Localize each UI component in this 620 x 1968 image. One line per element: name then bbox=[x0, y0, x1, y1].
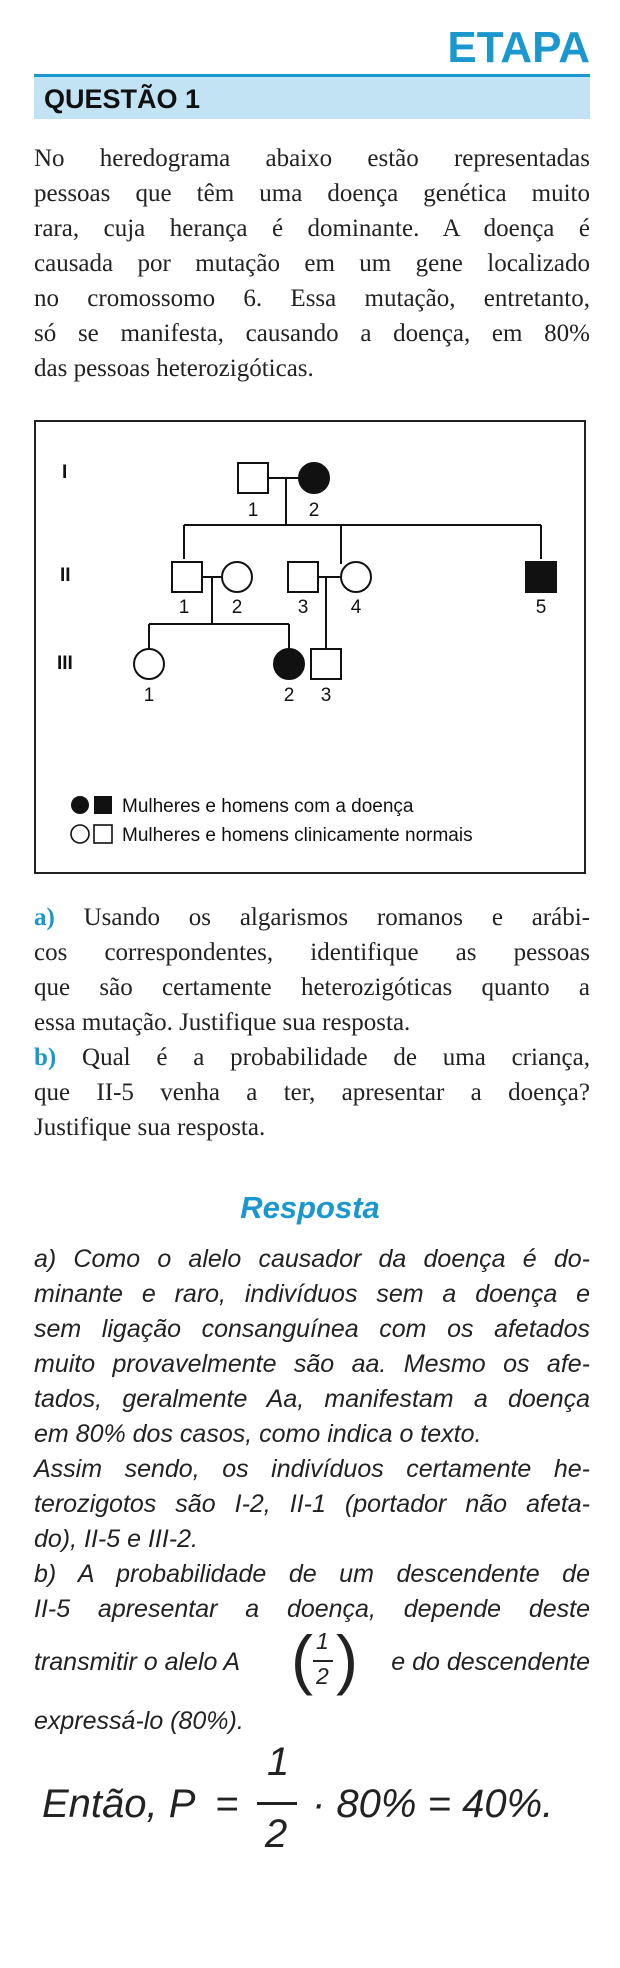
fraction-numerator: 1 bbox=[316, 1628, 329, 1654]
formula-numerator: 1 bbox=[267, 1740, 290, 1784]
intro-line: No heredograma abaixo estão representadas bbox=[34, 145, 590, 172]
pedigree-lines bbox=[149, 478, 541, 649]
intro-paragraph bbox=[34, 141, 590, 386]
answer-title: Resposta bbox=[240, 1190, 380, 1225]
fraction-bar bbox=[313, 1660, 333, 1662]
individual-III-2 bbox=[274, 649, 304, 679]
intro-line: rara, cuja herança é dominante. A doença é bbox=[34, 215, 590, 242]
intro-line: pessoas que têm uma doença genética muito bbox=[34, 180, 590, 207]
answer-line: sem ligação consanguínea com os afetados bbox=[34, 1315, 590, 1343]
legend-normal-label: Mulheres e homens clinicamente normais bbox=[122, 825, 473, 846]
formula-equals: = bbox=[215, 1782, 239, 1826]
pedigree-chart bbox=[36, 422, 584, 872]
individual-number: 3 bbox=[320, 685, 332, 706]
answer-last-line: expressá-lo (80%). bbox=[34, 1707, 244, 1735]
individual-number: 3 bbox=[297, 597, 309, 618]
answer-line: Assim sendo, os indivíduos certamente he- bbox=[34, 1455, 590, 1483]
intro-line: no cromossomo 6. Essa mutação, entretanto, bbox=[34, 285, 590, 312]
question-title: QUESTÃO 1 bbox=[44, 84, 201, 114]
formula-bar bbox=[257, 1802, 297, 1805]
formula-prefix: Então, P bbox=[42, 1782, 196, 1826]
answer-fraction-before: transmitir o alelo A bbox=[34, 1648, 241, 1676]
individual-I-1 bbox=[238, 463, 268, 493]
question-b-line: Justifique sua resposta. bbox=[34, 1114, 266, 1141]
final-formula bbox=[42, 1740, 592, 1862]
question-a-line: cos correspondentes, identifique as pessoas bbox=[34, 939, 590, 966]
generation-label: III bbox=[57, 653, 73, 674]
question-a-line: que são certamente heterozigóticas quanto a bbox=[34, 974, 590, 1001]
answer-line: em 80% dos casos, como indica o texto. bbox=[34, 1420, 482, 1448]
answer-line: minante e raro, indivíduos sem a doença e bbox=[34, 1280, 590, 1308]
individual-number: 1 bbox=[178, 597, 190, 618]
answer-fraction-line bbox=[34, 1622, 590, 1698]
individual-number: 2 bbox=[283, 685, 295, 706]
legend-normal-female-icon bbox=[71, 825, 89, 843]
individual-number: 2 bbox=[308, 500, 320, 521]
answer-line: do), II-5 e III-2. bbox=[34, 1525, 198, 1553]
answer-line: terozigotos são I-2, II-1 (portador não afeta- bbox=[34, 1490, 590, 1518]
answer-line: muito provavelmente são aa. Mesmo os afe- bbox=[34, 1350, 590, 1378]
answer-fraction-after: e do descendente bbox=[391, 1648, 590, 1676]
individual-III-3 bbox=[311, 649, 341, 679]
fraction-denominator: 2 bbox=[316, 1663, 329, 1689]
intro-line: das pessoas heterozigóticas. bbox=[34, 355, 314, 382]
individual-number: 1 bbox=[143, 685, 155, 706]
individual-III-1 bbox=[134, 649, 164, 679]
question-a bbox=[34, 900, 590, 1040]
answer-line: b) A probabilidade de um descendente de bbox=[34, 1560, 590, 1588]
formula-rest: · 80% = 40%. bbox=[312, 1782, 554, 1826]
brand-logo: ETAPA bbox=[447, 23, 590, 72]
answer-text bbox=[34, 1242, 590, 1627]
individual-number: 2 bbox=[231, 597, 243, 618]
legend-affected-label: Mulheres e homens com a doença bbox=[122, 796, 414, 817]
question-b bbox=[34, 1040, 590, 1145]
fraction-right-paren: ) bbox=[336, 1622, 358, 1696]
intro-line: só se manifesta, causando a doença, em 80% bbox=[34, 320, 590, 347]
question-b-line: Qual é a probabilidade de uma criança, bbox=[82, 1044, 590, 1071]
legend-affected-male-icon bbox=[94, 796, 112, 814]
individual-number: 4 bbox=[350, 597, 362, 618]
intro-line: causada por mutação em um gene localizado bbox=[34, 250, 590, 277]
question-a-line: Usando os algarismos romanos e arábi- bbox=[83, 904, 590, 931]
fraction-left-paren: ( bbox=[291, 1622, 313, 1696]
question-b-line: que II-5 venha a ter, apresentar a doença? bbox=[34, 1079, 590, 1106]
individual-number: 5 bbox=[535, 597, 547, 618]
answer-line: a) Como o alelo causador da doença é do- bbox=[34, 1245, 590, 1273]
question-a-label: a) bbox=[34, 904, 55, 931]
individual-II-3 bbox=[288, 562, 318, 592]
answer-line: II-5 apresentar a doença, depende deste bbox=[34, 1595, 590, 1623]
individual-number: 1 bbox=[247, 500, 259, 521]
legend-normal-male-icon bbox=[94, 825, 112, 843]
formula-denominator: 2 bbox=[265, 1812, 288, 1856]
question-a-line: essa mutação. Justifique sua resposta. bbox=[34, 1009, 411, 1036]
individual-II-1 bbox=[172, 562, 202, 592]
individual-II-2 bbox=[222, 562, 252, 592]
individual-II-5 bbox=[526, 562, 556, 592]
answer-line: tados, geralmente Aa, manifestam a doença bbox=[34, 1385, 590, 1413]
generation-label: I bbox=[62, 462, 68, 483]
pedigree-figure bbox=[34, 420, 586, 874]
individual-I-2 bbox=[299, 463, 329, 493]
individual-II-4 bbox=[341, 562, 371, 592]
question-b-label: b) bbox=[34, 1044, 57, 1071]
generation-label: II bbox=[60, 565, 71, 586]
legend-affected-female-icon bbox=[71, 796, 89, 814]
